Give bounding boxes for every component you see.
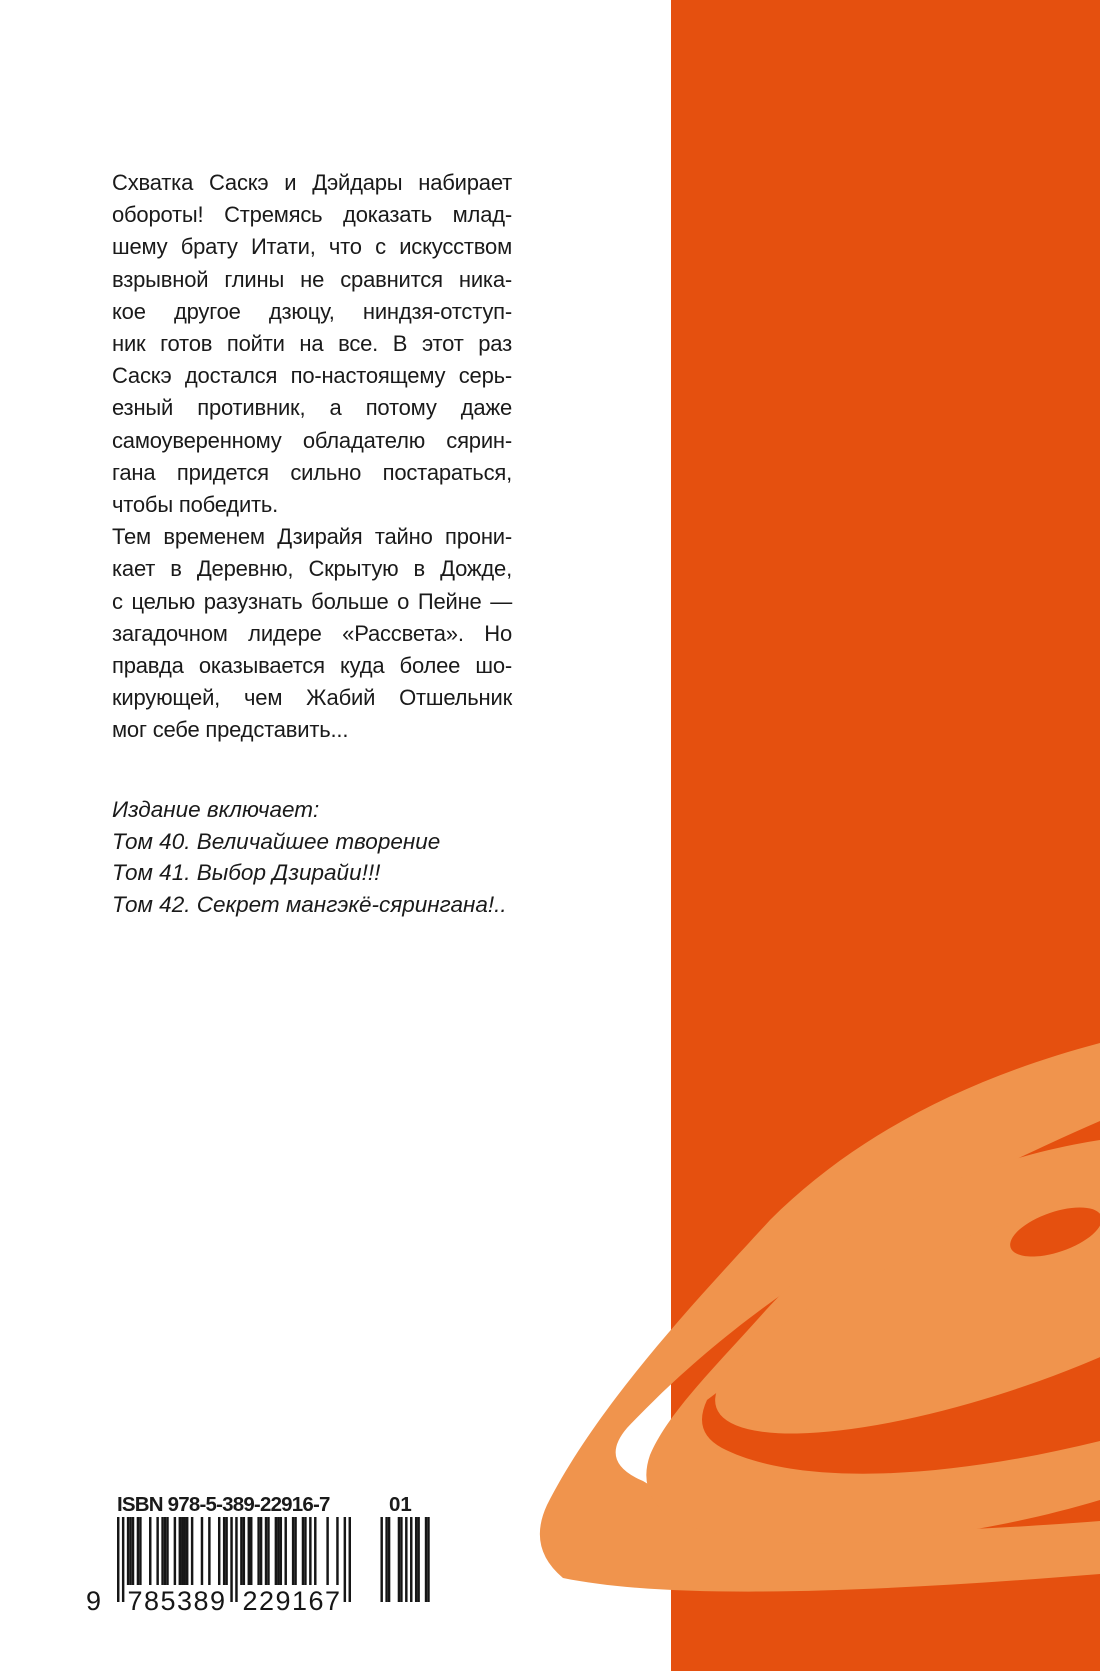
barcode-bar [181, 1517, 183, 1585]
barcode-bar [208, 1517, 210, 1585]
barcode-bar [230, 1517, 232, 1602]
barcode-bar [314, 1517, 316, 1585]
barcode-bar [304, 1517, 306, 1585]
edition-contents-block [112, 794, 552, 920]
barcode-bar [166, 1517, 168, 1585]
barcode-bar [302, 1517, 304, 1585]
text-line: мог себе представить... [112, 717, 349, 743]
text-line: Том 41. Выбор Дзирайи!!! [112, 860, 381, 886]
barcode-bar [184, 1517, 186, 1585]
barcode-bar [129, 1517, 131, 1585]
barcode-bar [137, 1517, 139, 1585]
barcode-bar [186, 1517, 188, 1585]
barcode-bar [400, 1517, 402, 1602]
text-line: загадочном лидере «Рассвета». Но [112, 620, 512, 646]
barcode-bar [410, 1517, 412, 1602]
text-line: взрывной глины не сравнится ника- [112, 266, 512, 292]
barcode-bar [149, 1517, 151, 1585]
text-line: гана придется сильно постараться, [112, 459, 512, 485]
synopsis-paragraph-1 [112, 167, 512, 521]
text-line: Издание включает: [112, 797, 320, 822]
text-line: езный противник, а потому даже [112, 395, 512, 421]
synopsis-paragraph-2 [112, 521, 512, 746]
barcode-bar [385, 1517, 387, 1602]
barcode-bar [127, 1517, 129, 1585]
barcode-bar [275, 1517, 277, 1585]
barcode-bar [277, 1517, 279, 1585]
barcode-bar [161, 1517, 163, 1585]
barcode-bar [398, 1517, 400, 1602]
text-line: кирующей, чем Жабий Отшельник [112, 685, 512, 711]
text-line: с целью разузнать больше о Пейне — [112, 588, 512, 614]
barcode-addon-label: 01 [389, 1493, 412, 1516]
text-line: правда оказывается куда более шо- [112, 653, 512, 679]
barcode-bar [250, 1517, 252, 1585]
barcode-bar [380, 1517, 382, 1602]
barcode-bar [156, 1517, 158, 1585]
barcode-bar [164, 1517, 166, 1585]
barcode-bar [243, 1517, 245, 1585]
barcode-bar [284, 1517, 286, 1585]
text-line: кое другое дзюцу, ниндзя-отступ- [112, 298, 512, 324]
barcode-bar [201, 1517, 203, 1585]
text-line: Том 42. Секрет мангэкё-сярингана!.. [112, 891, 507, 917]
barcode-bar [248, 1517, 250, 1585]
barcode-bar [139, 1517, 141, 1585]
barcode-bar [225, 1517, 227, 1585]
barcode-bar [257, 1517, 259, 1585]
text-line: обороты! Стремясь доказать млад- [112, 202, 512, 228]
barcode-bar [174, 1517, 176, 1585]
barcode-bar [267, 1517, 269, 1585]
barcode-bar [294, 1517, 296, 1585]
barcode-bar [191, 1517, 193, 1585]
barcode-bar [179, 1517, 181, 1585]
text-line: самоуверенному обладателю сярин- [112, 427, 512, 453]
barcode-bar [415, 1517, 417, 1602]
ean-digit-lead: 9 [86, 1586, 102, 1616]
synopsis-text-block [112, 167, 512, 747]
barcode-bar [427, 1517, 429, 1602]
barcode-bar [326, 1517, 328, 1585]
ean2-addon-barcode [378, 1517, 430, 1602]
barcode-bar [349, 1517, 351, 1602]
barcode-bar [388, 1517, 390, 1602]
text-line: чтобы победить. [112, 492, 279, 518]
text-line: кает в Деревню, Скрытую в Дожде, [112, 556, 512, 582]
barcode-bar [117, 1517, 119, 1602]
isbn-row [117, 1493, 432, 1517]
text-line: ник готов пойти на все. В этот раз [112, 331, 512, 357]
barcode-bar [417, 1517, 419, 1602]
barcode-bar [336, 1517, 338, 1585]
isbn-number: ISBN 978-5-389-22916-7 [117, 1493, 330, 1516]
text-line: Саскэ достался по-настоящему серь- [112, 363, 512, 389]
barcode-bar [240, 1517, 242, 1585]
barcode-bar [218, 1517, 220, 1585]
text-line: Том 40. Величайшее творение [112, 828, 441, 854]
barcode-bar [280, 1517, 282, 1585]
barcode-bar [223, 1517, 225, 1585]
text-line: Тем временем Дзирайя тайно прони- [112, 524, 512, 550]
barcode-bar [309, 1517, 311, 1585]
barcode-bar [405, 1517, 407, 1602]
barcode-bar [235, 1517, 237, 1602]
barcode-bar [132, 1517, 134, 1585]
barcode-bar [260, 1517, 262, 1585]
ean-digit-group1: 785389 [127, 1586, 227, 1616]
barcode-bar [265, 1517, 267, 1585]
barcode-bar [425, 1517, 427, 1602]
text-line: Схватка Саскэ и Дэйдары набирает [112, 170, 512, 195]
barcode-bar [292, 1517, 294, 1585]
ean-digit-group2: 229167 [242, 1586, 342, 1616]
text-line: шему брату Итати, что с искусством [112, 234, 512, 260]
